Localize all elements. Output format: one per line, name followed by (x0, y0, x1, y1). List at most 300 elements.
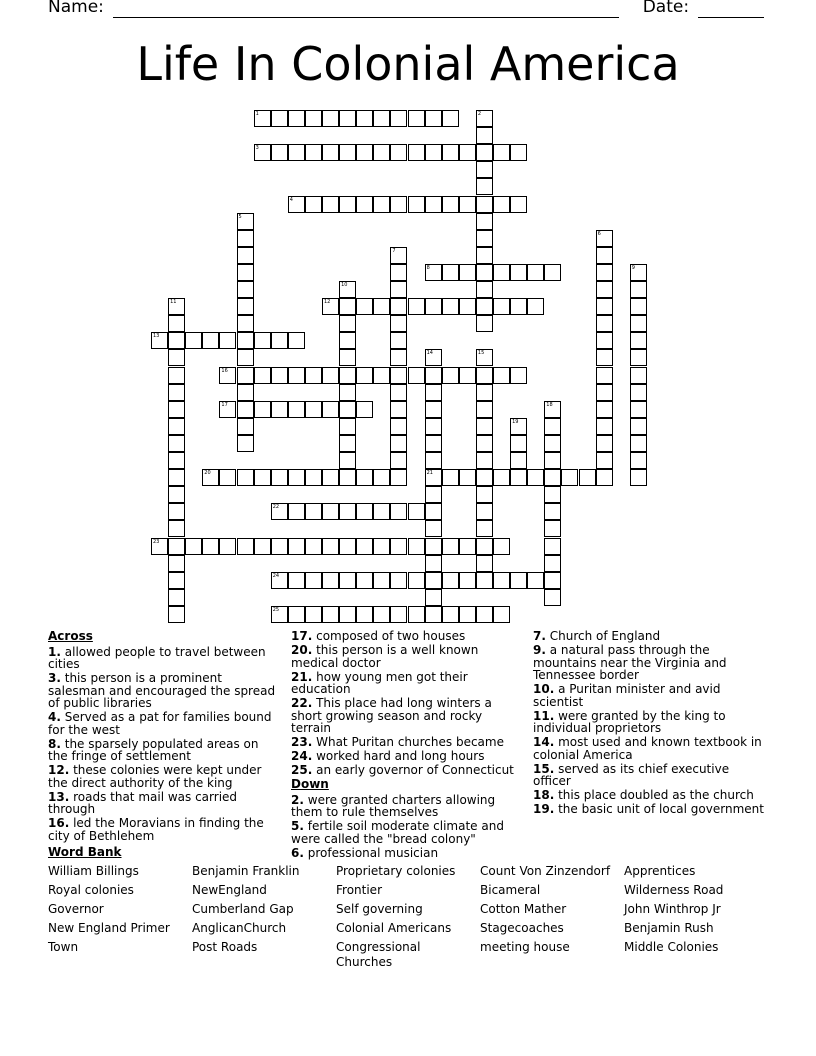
grid-cell[interactable] (237, 469, 254, 486)
grid-cell[interactable] (476, 538, 493, 555)
grid-cell[interactable] (168, 332, 185, 349)
grid-cell[interactable] (544, 401, 561, 418)
grid-cell[interactable] (373, 367, 390, 384)
grid-cell[interactable] (373, 469, 390, 486)
grid-cell[interactable] (168, 315, 185, 332)
grid-cell[interactable] (493, 144, 510, 161)
grid-cell[interactable] (425, 401, 442, 418)
grid-cell[interactable] (544, 555, 561, 572)
grid-cell[interactable] (322, 110, 339, 127)
grid-cell[interactable] (339, 469, 356, 486)
grid-cell[interactable] (237, 418, 254, 435)
grid-cell[interactable] (390, 332, 407, 349)
grid-cell[interactable] (425, 144, 442, 161)
grid-cell[interactable] (322, 298, 339, 315)
grid-cell[interactable] (305, 367, 322, 384)
grid-cell[interactable] (442, 367, 459, 384)
grid-cell[interactable] (339, 144, 356, 161)
grid-cell[interactable] (476, 110, 493, 127)
grid-cell[interactable] (237, 538, 254, 555)
grid-cell[interactable] (459, 264, 476, 281)
grid-cell[interactable] (356, 110, 373, 127)
grid-cell[interactable] (408, 503, 425, 520)
grid-cell[interactable] (168, 469, 185, 486)
grid-cell[interactable] (425, 196, 442, 213)
grid-cell[interactable] (442, 196, 459, 213)
grid-cell[interactable] (630, 384, 647, 401)
grid-cell[interactable] (151, 332, 168, 349)
grid-cell[interactable] (476, 127, 493, 144)
grid-cell[interactable] (219, 401, 236, 418)
grid-cell[interactable] (425, 435, 442, 452)
grid-cell[interactable] (544, 452, 561, 469)
grid-cell[interactable] (493, 196, 510, 213)
grid-cell[interactable] (254, 538, 271, 555)
grid-cell[interactable] (237, 401, 254, 418)
grid-cell[interactable] (288, 538, 305, 555)
grid-cell[interactable] (271, 606, 288, 623)
grid-cell[interactable] (339, 367, 356, 384)
grid-cell[interactable] (493, 572, 510, 589)
grid-cell[interactable] (390, 144, 407, 161)
grid-cell[interactable] (459, 298, 476, 315)
grid-cell[interactable] (237, 230, 254, 247)
grid-cell[interactable] (596, 281, 613, 298)
grid-cell[interactable] (493, 606, 510, 623)
grid-cell[interactable] (476, 384, 493, 401)
grid-cell[interactable] (305, 144, 322, 161)
grid-cell[interactable] (339, 298, 356, 315)
grid-cell[interactable] (493, 469, 510, 486)
grid-cell[interactable] (305, 469, 322, 486)
grid-cell[interactable] (339, 315, 356, 332)
grid-cell[interactable] (339, 606, 356, 623)
grid-cell[interactable] (425, 418, 442, 435)
grid-cell[interactable] (510, 452, 527, 469)
grid-cell[interactable] (390, 367, 407, 384)
grid-cell[interactable] (373, 606, 390, 623)
grid-cell[interactable] (493, 298, 510, 315)
grid-cell[interactable] (476, 367, 493, 384)
grid-cell[interactable] (476, 503, 493, 520)
grid-cell[interactable] (168, 384, 185, 401)
grid-cell[interactable] (596, 469, 613, 486)
grid-cell[interactable] (425, 486, 442, 503)
grid-cell[interactable] (237, 349, 254, 366)
grid-cell[interactable] (356, 367, 373, 384)
grid-cell[interactable] (630, 452, 647, 469)
grid-cell[interactable] (425, 606, 442, 623)
grid-cell[interactable] (271, 572, 288, 589)
grid-cell[interactable] (544, 572, 561, 589)
grid-cell[interactable] (493, 264, 510, 281)
grid-cell[interactable] (322, 367, 339, 384)
grid-cell[interactable] (271, 110, 288, 127)
grid-cell[interactable] (476, 315, 493, 332)
grid-cell[interactable] (202, 538, 219, 555)
grid-cell[interactable] (237, 367, 254, 384)
grid-cell[interactable] (544, 264, 561, 281)
grid-cell[interactable] (425, 538, 442, 555)
grid-cell[interactable] (476, 264, 493, 281)
grid-cell[interactable] (390, 503, 407, 520)
grid-cell[interactable] (237, 332, 254, 349)
grid-cell[interactable] (408, 298, 425, 315)
grid-cell[interactable] (510, 144, 527, 161)
grid-cell[interactable] (596, 332, 613, 349)
grid-cell[interactable] (322, 606, 339, 623)
grid-cell[interactable] (168, 520, 185, 537)
grid-cell[interactable] (544, 435, 561, 452)
grid-cell[interactable] (408, 110, 425, 127)
grid-cell[interactable] (476, 213, 493, 230)
grid-cell[interactable] (237, 213, 254, 230)
grid-cell[interactable] (202, 332, 219, 349)
grid-cell[interactable] (493, 538, 510, 555)
grid-cell[interactable] (254, 110, 271, 127)
grid-cell[interactable] (390, 384, 407, 401)
grid-cell[interactable] (322, 401, 339, 418)
grid-cell[interactable] (390, 110, 407, 127)
grid-cell[interactable] (544, 486, 561, 503)
grid-cell[interactable] (373, 196, 390, 213)
grid-cell[interactable] (288, 572, 305, 589)
grid-cell[interactable] (373, 572, 390, 589)
grid-cell[interactable] (596, 247, 613, 264)
grid-cell[interactable] (339, 196, 356, 213)
grid-cell[interactable] (596, 418, 613, 435)
grid-cell[interactable] (544, 503, 561, 520)
grid-cell[interactable] (373, 503, 390, 520)
grid-cell[interactable] (151, 538, 168, 555)
grid-cell[interactable] (476, 161, 493, 178)
grid-cell[interactable] (630, 281, 647, 298)
grid-cell[interactable] (288, 332, 305, 349)
grid-cell[interactable] (630, 315, 647, 332)
grid-cell[interactable] (339, 332, 356, 349)
grid-cell[interactable] (339, 572, 356, 589)
grid-cell[interactable] (596, 367, 613, 384)
grid-cell[interactable] (219, 469, 236, 486)
grid-cell[interactable] (476, 230, 493, 247)
grid-cell[interactable] (476, 606, 493, 623)
grid-cell[interactable] (237, 435, 254, 452)
grid-cell[interactable] (425, 503, 442, 520)
grid-cell[interactable] (390, 196, 407, 213)
grid-cell[interactable] (561, 469, 578, 486)
grid-cell[interactable] (596, 384, 613, 401)
grid-cell[interactable] (271, 401, 288, 418)
grid-cell[interactable] (356, 503, 373, 520)
grid-cell[interactable] (168, 572, 185, 589)
grid-cell[interactable] (630, 435, 647, 452)
grid-cell[interactable] (459, 538, 476, 555)
grid-cell[interactable] (408, 538, 425, 555)
grid-cell[interactable] (339, 452, 356, 469)
grid-cell[interactable] (288, 144, 305, 161)
grid-cell[interactable] (425, 349, 442, 366)
grid-cell[interactable] (442, 110, 459, 127)
grid-cell[interactable] (339, 503, 356, 520)
grid-cell[interactable] (168, 349, 185, 366)
grid-cell[interactable] (168, 298, 185, 315)
grid-cell[interactable] (425, 264, 442, 281)
grid-cell[interactable] (596, 401, 613, 418)
grid-cell[interactable] (271, 469, 288, 486)
grid-cell[interactable] (339, 538, 356, 555)
grid-cell[interactable] (168, 452, 185, 469)
grid-cell[interactable] (390, 264, 407, 281)
grid-cell[interactable] (544, 589, 561, 606)
grid-cell[interactable] (579, 469, 596, 486)
grid-cell[interactable] (168, 486, 185, 503)
grid-cell[interactable] (596, 349, 613, 366)
grid-cell[interactable] (408, 144, 425, 161)
grid-cell[interactable] (237, 298, 254, 315)
grid-cell[interactable] (237, 281, 254, 298)
grid-cell[interactable] (459, 469, 476, 486)
grid-cell[interactable] (442, 298, 459, 315)
grid-cell[interactable] (390, 281, 407, 298)
grid-cell[interactable] (271, 332, 288, 349)
grid-cell[interactable] (322, 538, 339, 555)
grid-cell[interactable] (237, 384, 254, 401)
grid-cell[interactable] (168, 435, 185, 452)
grid-cell[interactable] (544, 520, 561, 537)
grid-cell[interactable] (168, 418, 185, 435)
grid-cell[interactable] (510, 435, 527, 452)
grid-cell[interactable] (544, 538, 561, 555)
grid-cell[interactable] (390, 452, 407, 469)
grid-cell[interactable] (305, 538, 322, 555)
grid-cell[interactable] (356, 469, 373, 486)
grid-cell[interactable] (322, 469, 339, 486)
grid-cell[interactable] (442, 572, 459, 589)
grid-cell[interactable] (254, 144, 271, 161)
grid-cell[interactable] (322, 503, 339, 520)
grid-cell[interactable] (305, 572, 322, 589)
grid-cell[interactable] (288, 367, 305, 384)
grid-cell[interactable] (305, 503, 322, 520)
grid-cell[interactable] (254, 469, 271, 486)
grid-cell[interactable] (356, 298, 373, 315)
grid-cell[interactable] (510, 367, 527, 384)
grid-cell[interactable] (425, 589, 442, 606)
grid-cell[interactable] (408, 572, 425, 589)
grid-cell[interactable] (476, 298, 493, 315)
grid-cell[interactable] (596, 435, 613, 452)
grid-cell[interactable] (544, 418, 561, 435)
grid-cell[interactable] (219, 538, 236, 555)
grid-cell[interactable] (356, 196, 373, 213)
grid-cell[interactable] (373, 144, 390, 161)
grid-cell[interactable] (219, 332, 236, 349)
grid-cell[interactable] (168, 606, 185, 623)
grid-cell[interactable] (168, 555, 185, 572)
grid-cell[interactable] (356, 572, 373, 589)
grid-cell[interactable] (219, 367, 236, 384)
grid-cell[interactable] (322, 196, 339, 213)
grid-cell[interactable] (288, 503, 305, 520)
grid-cell[interactable] (373, 298, 390, 315)
grid-cell[interactable] (271, 503, 288, 520)
grid-cell[interactable] (527, 264, 544, 281)
grid-cell[interactable] (322, 144, 339, 161)
grid-cell[interactable] (408, 606, 425, 623)
grid-cell[interactable] (527, 298, 544, 315)
grid-cell[interactable] (322, 572, 339, 589)
grid-cell[interactable] (476, 435, 493, 452)
grid-cell[interactable] (476, 196, 493, 213)
grid-cell[interactable] (596, 315, 613, 332)
grid-cell[interactable] (305, 196, 322, 213)
grid-cell[interactable] (168, 589, 185, 606)
grid-cell[interactable] (390, 247, 407, 264)
grid-cell[interactable] (527, 469, 544, 486)
grid-cell[interactable] (459, 196, 476, 213)
grid-cell[interactable] (442, 144, 459, 161)
grid-cell[interactable] (390, 349, 407, 366)
grid-cell[interactable] (254, 332, 271, 349)
grid-cell[interactable] (510, 298, 527, 315)
grid-cell[interactable] (476, 469, 493, 486)
grid-cell[interactable] (596, 264, 613, 281)
grid-cell[interactable] (459, 572, 476, 589)
grid-cell[interactable] (527, 572, 544, 589)
grid-cell[interactable] (476, 452, 493, 469)
grid-cell[interactable] (390, 298, 407, 315)
grid-cell[interactable] (339, 281, 356, 298)
grid-cell[interactable] (425, 555, 442, 572)
grid-cell[interactable] (476, 572, 493, 589)
grid-cell[interactable] (425, 572, 442, 589)
grid-cell[interactable] (356, 538, 373, 555)
grid-cell[interactable] (510, 264, 527, 281)
grid-cell[interactable] (356, 401, 373, 418)
grid-cell[interactable] (356, 144, 373, 161)
grid-cell[interactable] (442, 606, 459, 623)
grid-cell[interactable] (510, 572, 527, 589)
grid-cell[interactable] (185, 538, 202, 555)
grid-cell[interactable] (390, 315, 407, 332)
grid-cell[interactable] (425, 384, 442, 401)
grid-cell[interactable] (544, 469, 561, 486)
grid-cell[interactable] (476, 555, 493, 572)
grid-cell[interactable] (630, 469, 647, 486)
grid-cell[interactable] (390, 418, 407, 435)
grid-cell[interactable] (305, 606, 322, 623)
grid-cell[interactable] (373, 538, 390, 555)
grid-cell[interactable] (476, 520, 493, 537)
grid-cell[interactable] (425, 367, 442, 384)
grid-cell[interactable] (254, 401, 271, 418)
grid-cell[interactable] (476, 281, 493, 298)
grid-cell[interactable] (237, 315, 254, 332)
grid-cell[interactable] (630, 349, 647, 366)
grid-cell[interactable] (630, 332, 647, 349)
grid-cell[interactable] (339, 384, 356, 401)
grid-cell[interactable] (425, 469, 442, 486)
grid-cell[interactable] (168, 503, 185, 520)
grid-cell[interactable] (459, 367, 476, 384)
grid-cell[interactable] (596, 452, 613, 469)
grid-cell[interactable] (168, 401, 185, 418)
grid-cell[interactable] (288, 401, 305, 418)
grid-cell[interactable] (425, 110, 442, 127)
grid-cell[interactable] (476, 178, 493, 195)
grid-cell[interactable] (305, 110, 322, 127)
grid-cell[interactable] (630, 298, 647, 315)
grid-cell[interactable] (476, 486, 493, 503)
grid-cell[interactable] (390, 469, 407, 486)
grid-cell[interactable] (630, 401, 647, 418)
grid-cell[interactable] (442, 264, 459, 281)
grid-cell[interactable] (390, 401, 407, 418)
grid-cell[interactable] (442, 469, 459, 486)
grid-cell[interactable] (271, 144, 288, 161)
grid-cell[interactable] (271, 367, 288, 384)
grid-cell[interactable] (493, 367, 510, 384)
grid-cell[interactable] (288, 110, 305, 127)
grid-cell[interactable] (373, 110, 390, 127)
grid-cell[interactable] (476, 418, 493, 435)
grid-cell[interactable] (459, 606, 476, 623)
grid-cell[interactable] (288, 606, 305, 623)
grid-cell[interactable] (459, 144, 476, 161)
grid-cell[interactable] (425, 298, 442, 315)
grid-cell[interactable] (425, 520, 442, 537)
grid-cell[interactable] (390, 606, 407, 623)
grid-cell[interactable] (237, 247, 254, 264)
grid-cell[interactable] (630, 367, 647, 384)
grid-cell[interactable] (185, 332, 202, 349)
grid-cell[interactable] (425, 452, 442, 469)
grid-cell[interactable] (476, 144, 493, 161)
grid-cell[interactable] (288, 196, 305, 213)
grid-cell[interactable] (339, 418, 356, 435)
grid-cell[interactable] (339, 401, 356, 418)
grid-cell[interactable] (408, 367, 425, 384)
grid-cell[interactable] (510, 469, 527, 486)
grid-cell[interactable] (476, 247, 493, 264)
grid-cell[interactable] (390, 572, 407, 589)
grid-cell[interactable] (339, 435, 356, 452)
grid-cell[interactable] (630, 418, 647, 435)
grid-cell[interactable] (408, 196, 425, 213)
grid-cell[interactable] (168, 367, 185, 384)
grid-cell[interactable] (305, 401, 322, 418)
grid-cell[interactable] (442, 538, 459, 555)
grid-cell[interactable] (476, 349, 493, 366)
grid-cell[interactable] (237, 264, 254, 281)
grid-cell[interactable] (390, 435, 407, 452)
grid-cell[interactable] (390, 538, 407, 555)
grid-cell[interactable] (596, 230, 613, 247)
grid-cell[interactable] (254, 367, 271, 384)
grid-cell[interactable] (356, 606, 373, 623)
grid-cell[interactable] (288, 469, 305, 486)
grid-cell[interactable] (510, 196, 527, 213)
grid-cell[interactable] (271, 538, 288, 555)
grid-cell[interactable] (596, 298, 613, 315)
grid-cell[interactable] (339, 110, 356, 127)
grid-cell[interactable] (630, 264, 647, 281)
grid-cell[interactable] (168, 538, 185, 555)
grid-cell[interactable] (476, 401, 493, 418)
grid-cell[interactable] (202, 469, 219, 486)
grid-cell[interactable] (510, 418, 527, 435)
grid-cell[interactable] (339, 349, 356, 366)
